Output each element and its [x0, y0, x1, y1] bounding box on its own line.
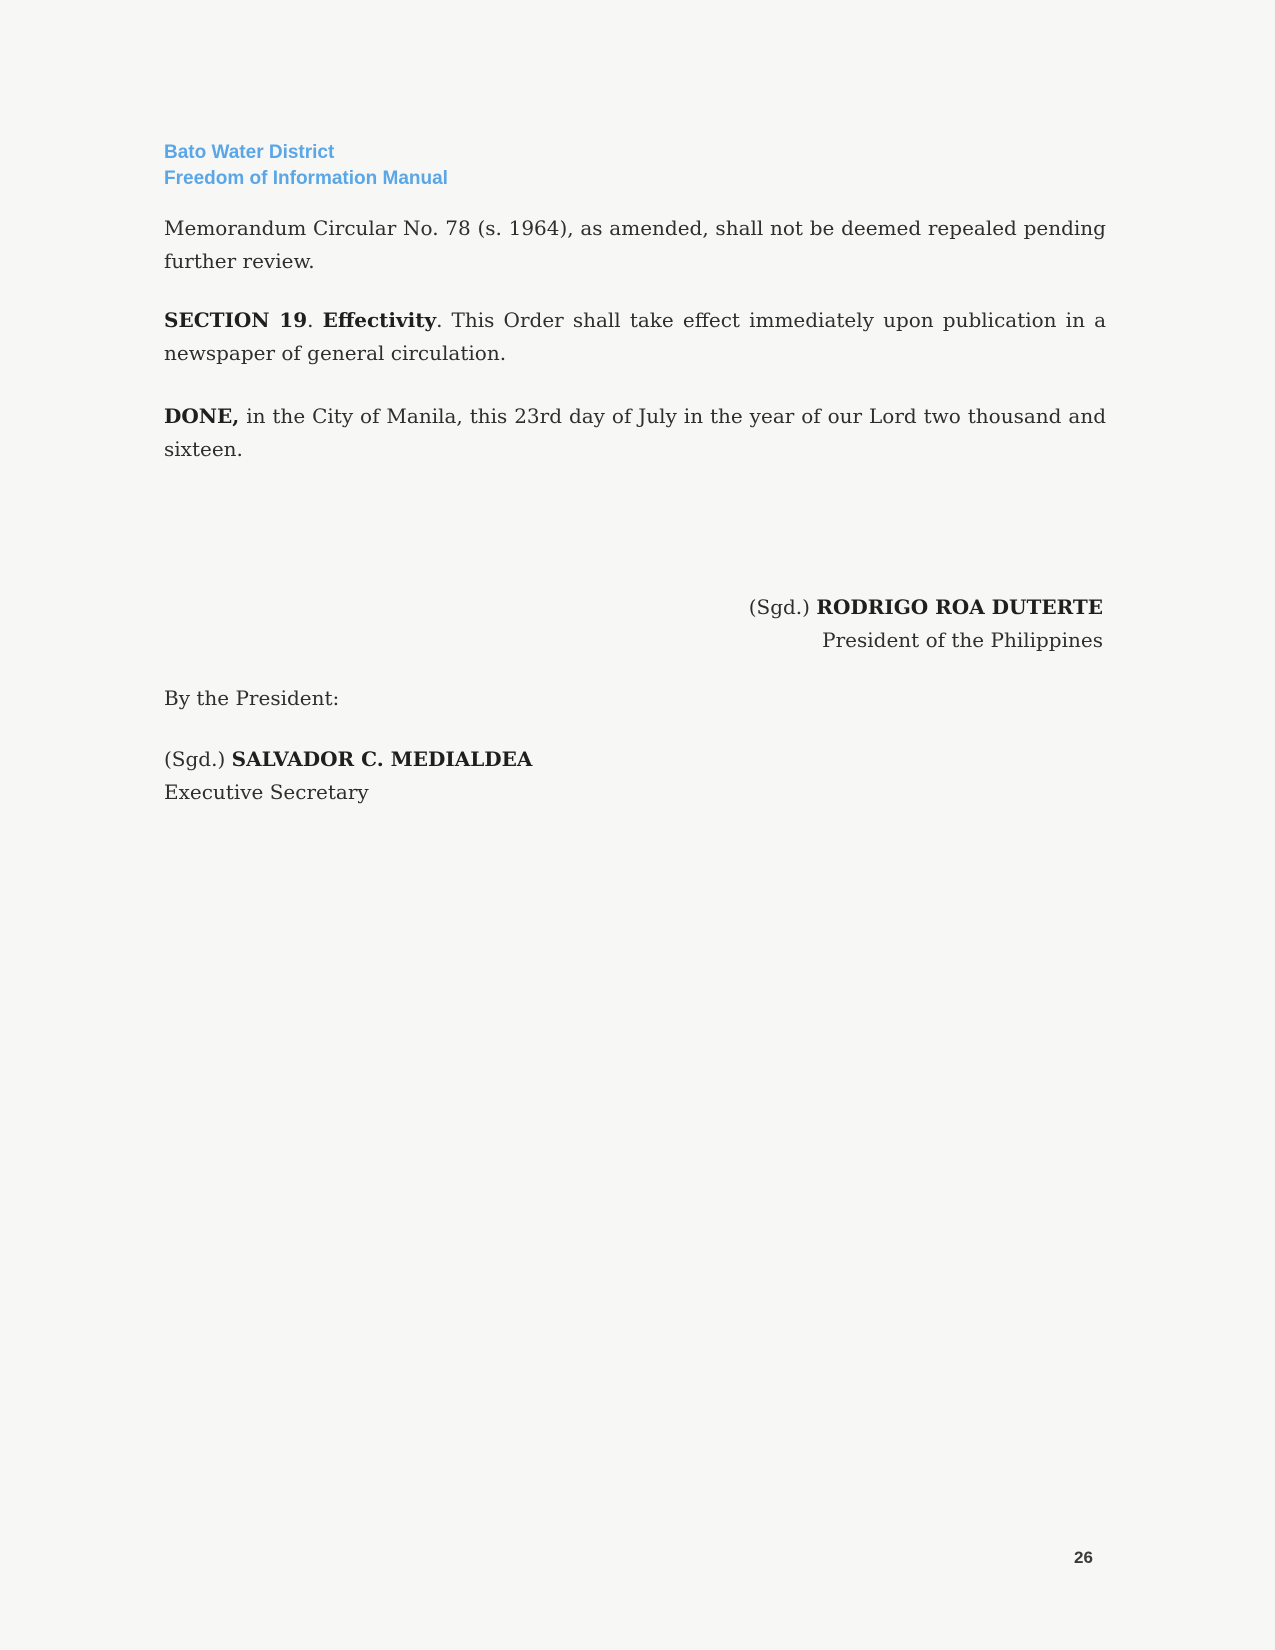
- done-lead: DONE,: [164, 404, 240, 428]
- section-heading: Effectivity: [322, 308, 437, 332]
- signature-line-secretary: [164, 743, 532, 776]
- signature-block-secretary: [164, 743, 532, 809]
- signatory-name-secretary: SALVADOR C. MEDIALDEA: [231, 747, 533, 771]
- sgd-prefix: (Sgd.): [164, 747, 232, 771]
- section-label: SECTION 19: [164, 308, 308, 332]
- page-number: 26: [1074, 1548, 1093, 1567]
- section-text: . This Order shall take effect immediately upon publication in a newspaper of general circulation.: [164, 308, 1106, 365]
- signatory-name-president: RODRIGO ROA DUTERTE: [816, 595, 1103, 619]
- signature-line-president: [749, 591, 1103, 624]
- section-separator: .: [307, 308, 323, 332]
- paragraph-memorandum-text: Memorandum Circular No. 78 (s. 1964), as amended, shall not be deemed repealed pending further review.: [164, 216, 1106, 273]
- paragraph-memorandum: [164, 212, 1106, 278]
- paragraph-done: [164, 400, 1106, 466]
- header-manual-title: Freedom of Information Manual: [164, 168, 448, 189]
- signatory-title-secretary: Executive Secretary: [164, 780, 369, 804]
- by-the-president-label: By the President:: [164, 686, 340, 710]
- header-organization: Bato Water District: [164, 142, 335, 163]
- signatory-title-president: President of the Philippines: [822, 628, 1103, 652]
- sgd-prefix: (Sgd.): [748, 595, 817, 619]
- signature-block-president: [749, 591, 1103, 657]
- document-header: [164, 140, 448, 192]
- paragraph-section-19: [164, 304, 1106, 370]
- done-text: in the City of Manila, this 23rd day of July in the year of our Lord two thousand and sixteen.: [164, 404, 1106, 461]
